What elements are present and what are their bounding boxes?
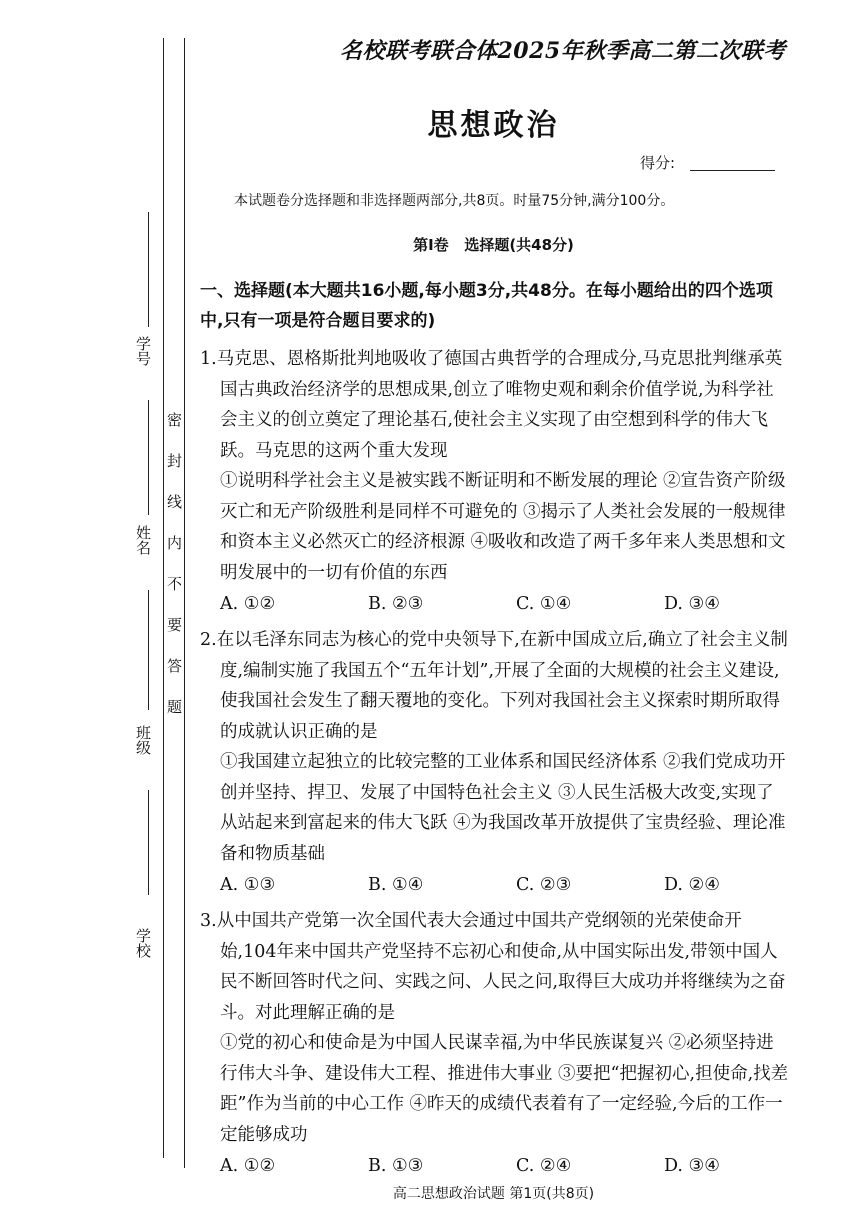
answer-choices: [200, 869, 790, 902]
student-name-label: 姓名: [134, 525, 152, 555]
choice-b: B. ①④: [368, 875, 424, 895]
page-footer: 高二思想政治试题 第1页(共8页): [392, 1186, 595, 1202]
score-blank: [690, 170, 775, 171]
question-statements: ①我国建立起独立的比较完整的工业体系和国民经济体系 ②我们党成功开创并坚持、捍卫、发展了中国特色社会主义 ③人民生活极大改变,实现了从站起来到富起来的伟大飞跃 ④为我国改革开放提供了宝贵经验、理论准备和物质基础: [220, 752, 786, 864]
choice-d: D. ③④: [664, 594, 720, 614]
question-2: [200, 625, 790, 902]
student-id-label: 学号: [134, 336, 152, 366]
score-label: 得分:: [640, 154, 676, 172]
exam-instructions: 本试题卷分选择题和非选择题两部分,共8页。时量75分钟,满分100分。: [234, 193, 675, 209]
choice-a: A. ①②: [220, 1156, 276, 1176]
question-area: [200, 276, 790, 1187]
exam-title: 名校联考联合体2025年秋季高二第二次联考: [340, 38, 786, 64]
question-1: [200, 344, 790, 621]
part-heading: 第Ⅰ卷 选择题(共48分): [413, 236, 574, 254]
student-id-blank: [148, 212, 149, 327]
student-name-blank: [148, 400, 149, 515]
question-stem: 2.在以毛泽东同志为核心的党中央领导下,在新中国成立后,确立了社会主义制度,编制实施了我国五个“五年计划”,开展了全面的大规模的社会主义建设,使我国社会发生了翻天覆地的变化。下列对我国社会主义探索时期所取得的成就认识正确的是: [200, 630, 788, 742]
choice-b: B. ②③: [368, 594, 424, 614]
choice-a: A. ①③: [220, 875, 276, 895]
question-3: [200, 906, 790, 1183]
choice-c: C. ②④: [516, 1156, 572, 1176]
choice-d: D. ②④: [664, 875, 720, 895]
school-blank: [148, 790, 149, 895]
choice-d: D. ③④: [664, 1156, 720, 1176]
choice-a: A. ①②: [220, 594, 276, 614]
answer-choices: [200, 1150, 790, 1183]
binding-outer-line: [163, 38, 164, 1158]
seal-line-notice: 密封线内不要答题: [165, 412, 183, 740]
section-heading: 一、选择题(本大题共16小题,每小题3分,共48分。在每小题给出的四个选项中,只有一项是符合题目要求的): [200, 281, 773, 331]
question-statements: ①说明科学社会主义是被实践不断证明和不断发展的理论 ②宣告资产阶级灭亡和无产阶级胜利是同样不可避免的 ③揭示了人类社会发展的一般规律和资本主义必然灭亡的经济根源 ④吸收和改造了两千多年来人类思想和文明发展中的一切有价值的东西: [220, 471, 786, 583]
binding-inner-line: [184, 38, 185, 1168]
answer-choices: [200, 588, 790, 621]
question-statements: ①党的初心和使命是为中国人民谋幸福,为中华民族谋复兴 ②必须坚持进行伟大斗争、建设伟大工程、推进伟大事业 ③要把“把握初心,担使命,找差距”作为当前的中心工作 ④昨天的成绩代表着有了一定经验,今后的工作一定能够成功: [220, 1033, 789, 1145]
question-stem: 1.马克思、恩格斯批判地吸收了德国古典哲学的合理成分,马克思批判继承英国古典政治经济学的思想成果,创立了唯物史观和剩余价值学说,为科学社会主义的创立奠定了理论基石,使社会主义实现了由空想到科学的伟大飞跃。马克思的这两个重大发现: [200, 349, 783, 461]
class-label: 班级: [134, 725, 152, 755]
subject-title: 思想政治: [427, 108, 560, 143]
choice-c: C. ②③: [516, 875, 572, 895]
choice-b: B. ①③: [368, 1156, 424, 1176]
question-stem: 3.从中国共产党第一次全国代表大会通过中国共产党纲领的光荣使命开始,104年来中国共产党坚持不忘初心和使命,从中国实际出发,带领中国人民不断回答时代之问、实践之问、人民之问,取得巨大成功并将继续为之奋斗。对此理解正确的是: [200, 911, 786, 1023]
choice-c: C. ①④: [516, 594, 572, 614]
class-blank: [148, 590, 149, 710]
school-label: 学校: [134, 928, 152, 958]
